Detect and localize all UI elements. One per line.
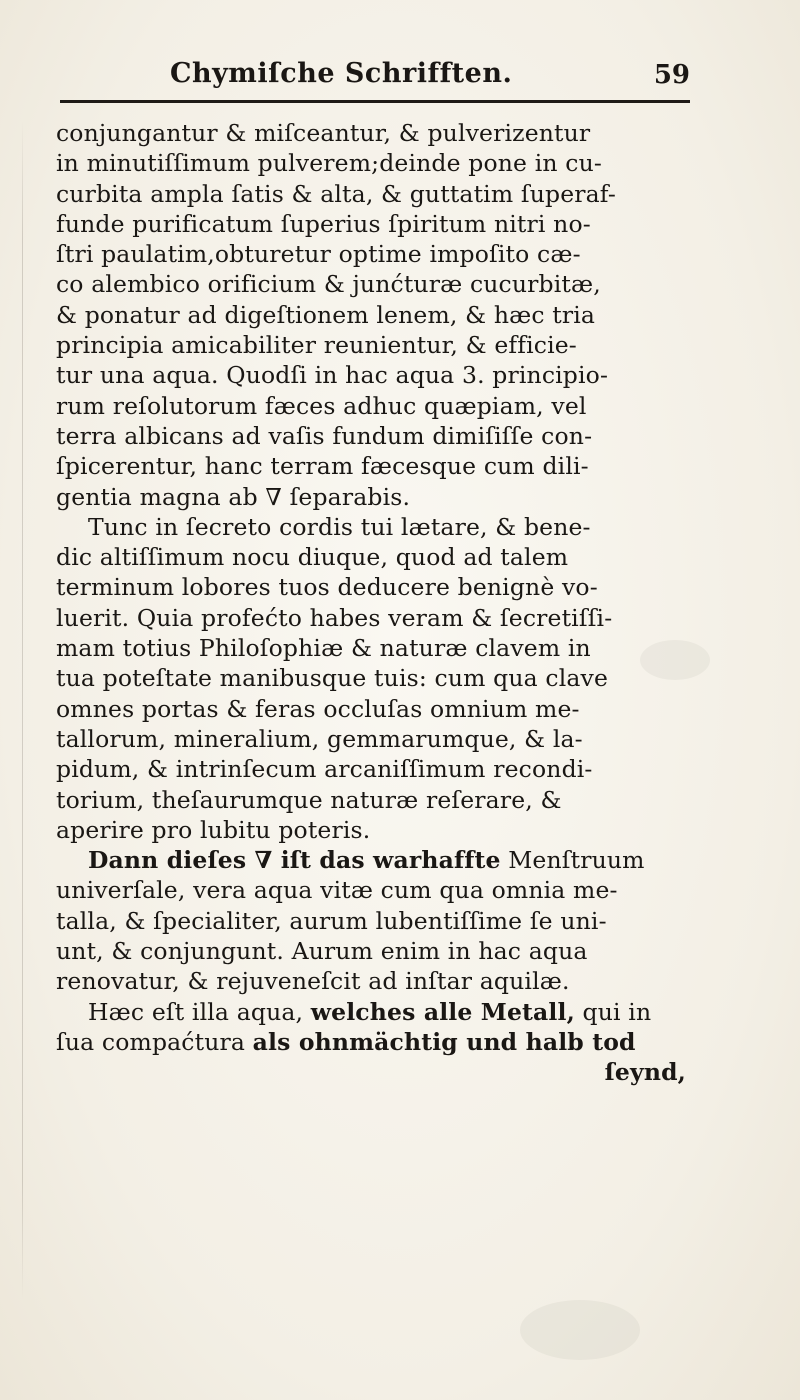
text-line: & ponatur ad digeſtionem lenem, & hæc tria: [56, 300, 596, 329]
text-line: dic altiſſimum nocu diuque, quod ad talem: [56, 543, 569, 572]
body-text: [56, 118, 706, 1088]
roman-text: ſua compaćtura: [56, 1027, 253, 1056]
text-line: curbita ampla ſatis & alta, & guttatim ſuperaf-: [56, 179, 616, 208]
text-line: rum reſolutorum fæces adhuc quæpiam, vel: [56, 391, 587, 420]
blackletter-text: als ohnmächtig und halb tod: [252, 1027, 636, 1056]
text-line: luerit. Quia profećto habes veram & ſecretiſſi-: [56, 603, 613, 632]
text-line: ſtri paulatim,obturetur optime impoſito cæ-: [56, 240, 581, 269]
blackletter-text: Dann dieſes ∇ iſt das warhaffte: [88, 846, 501, 875]
paper-stain: [520, 1300, 640, 1360]
text-line: torium, theſaurumque naturæ reſerare, &: [56, 785, 562, 814]
text-line: [56, 1057, 706, 1087]
text-line: unt, & conjungunt. Aurum enim in hac aqua: [56, 937, 588, 966]
blackletter-text: ſeynd,: [604, 1058, 686, 1087]
text-line: aperire pro lubitu poteris.: [56, 815, 371, 844]
blackletter-text: welches alle Metall,: [310, 997, 575, 1026]
page-header: [60, 58, 690, 98]
text-line: terminum lobores tuos deducere benignè vo-: [56, 573, 598, 602]
roman-text: Hæc eſt illa aqua,: [88, 997, 311, 1026]
text-line: principia amicabiliter reunientur, & efficie-: [56, 331, 577, 360]
header-rule: [60, 100, 690, 103]
text-line: terra albicans ad vaſis fundum dimiſiſſe con-: [56, 421, 593, 450]
text-line: tur una aqua. Quodſi in hac aqua 3. principio-: [56, 361, 609, 390]
text-line: tallorum, mineralium, gemmarumque, & la-: [56, 724, 583, 753]
text-line: funde purificatum ſuperius ſpiritum nitri no-: [56, 209, 591, 238]
text-line: mam totius Philoſophiæ & naturæ clavem in: [56, 634, 591, 663]
text-line: talla, & ſpecialiter, aurum lubentiſſime ſe uni-: [56, 906, 607, 935]
text-line: [56, 997, 706, 1027]
page-number: 59: [653, 60, 690, 90]
page-gutter-shadow: [22, 120, 23, 1300]
text-line: gentia magna ab ∇ ſeparabis.: [56, 482, 411, 511]
text-line: conjungantur & miſceantur, & pulverizentur: [56, 119, 591, 147]
text-line: univerſale, vera aqua vitæ cum qua omnia me-: [56, 876, 618, 905]
text-line: co alembico orificium & junćturæ cucurbitæ,: [56, 270, 601, 299]
text-line: omnes portas & feras occluſas omnium me-: [56, 694, 580, 723]
text-line: pidum, & intrinſecum arcaniſſimum recondi-: [56, 755, 593, 784]
text-line: ſpicerentur, hanc terram fæcesque cum dili-: [56, 452, 589, 481]
text-line: renovatur, & rejuveneſcit ad inſtar aquilæ.: [56, 967, 570, 996]
roman-text: Menſtruum: [500, 846, 645, 875]
running-title: Chymiſche Schrifften.: [170, 58, 513, 89]
text-line: in minutiſſimum pulverem;deinde pone in cu-: [56, 149, 602, 178]
text-line: tua poteſtate manibusque tuis: cum qua clave: [56, 664, 609, 693]
text-line: [56, 845, 706, 875]
text-line: [56, 1027, 706, 1057]
text-line: Tunc in ſecreto cordis tui lætare, & bene-: [88, 512, 591, 541]
roman-text: qui in: [574, 997, 652, 1026]
